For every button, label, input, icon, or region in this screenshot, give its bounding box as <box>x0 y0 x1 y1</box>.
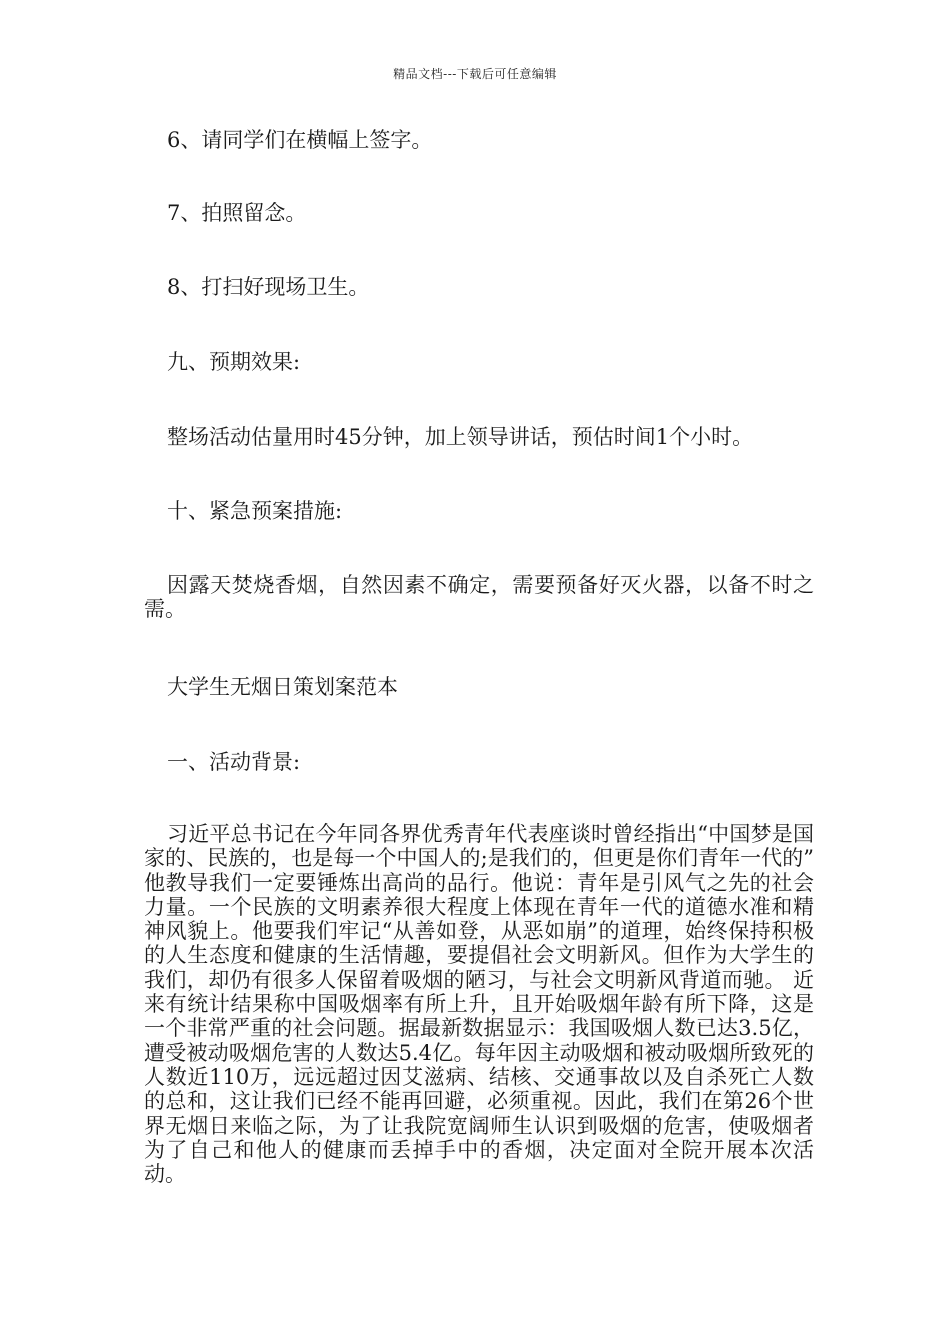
expected-effect-text: 整场活动估量用时45分钟，加上领导讲话，预估时间1个小时。 <box>167 425 754 449</box>
page-header: 精品文档---下载后可任意编辑 <box>393 67 557 81</box>
section-1-heading: 一、活动背景: <box>167 750 301 774</box>
section-10-heading: 十、紧急预案措施: <box>167 499 343 523</box>
step-6-line: 6、请同学们在横幅上签字。 <box>167 128 433 152</box>
background-paragraph: 习近平总书记在今年同各界优秀青年代表座谈时曾经指出“中国梦是国家的、民族的，也是每一个中国人的;是我们的，但更是你们青年一代的” 他教导我们一定要锤炼出高尚的品行。他说：青年是引风气之先的社会力量。一个民族的文明素养很大程度上体现在青年一代的道德水准和精神风貌上。他要我们牢记“从善如登，从恶如崩”的道理，始终保持积极的人生态度和健康的生活情趣，要提倡社会文明新风。但作为大学生的我们，却仍有很多人保留着吸烟的陋习，与社会文明新风背道而驰。 近来有统计结果称中国吸烟率有所上升，且开始吸烟年龄有所下降，这是一个非常严重的社会问题。据最新数据显示：我国吸烟人数已达3.5亿，遭受被动吸烟危害的人数达5.4亿。每年因主动吸烟和被动吸烟所致死的人数近110万，远远超过因艾滋病、结核、交通事故以及自杀死亡人数的总和，这让我们已经不能再回避，必须重视。因此，我们在第26个世界无烟日来临之际，为了让我院宽阔师生认识到吸烟的危害，使吸烟者为了自己和他人的健康而丢掉手中的香烟，决定面对全院开展本次活动。 <box>144 822 814 1187</box>
step-7-line: 7、拍照留念。 <box>167 201 307 225</box>
emergency-plan-paragraph: 因露天焚烧香烟，自然因素不确定，需要预备好灭火器，以备不时之需。 <box>144 573 814 622</box>
step-8-line: 8、打扫好现场卫生。 <box>167 275 370 299</box>
document-title: 大学生无烟日策划案范本 <box>167 675 398 699</box>
section-9-heading: 九、预期效果: <box>167 350 301 374</box>
